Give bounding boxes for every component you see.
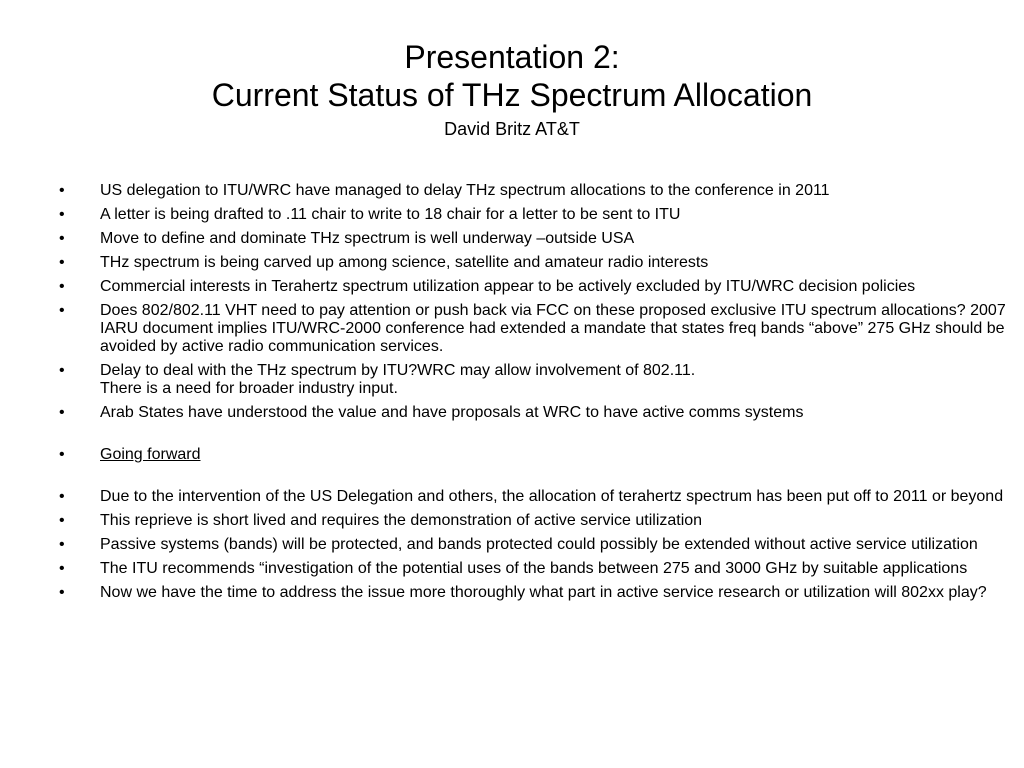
bullet-item-13 xyxy=(0,560,1024,578)
bullet-text: Now we have the time to address the issue more thoroughly what part in active service research or utilization will 802xx play? xyxy=(100,584,987,601)
bullet-item-6 xyxy=(0,302,1024,356)
bullet-item-12 xyxy=(0,536,1024,554)
bullet-text: The ITU recommends “investigation of the potential uses of the bands between 275 and 3000 GHz by suitable applications xyxy=(100,560,968,577)
bullet-dot: • xyxy=(59,230,65,247)
bullet-dot: • xyxy=(59,206,65,223)
bullet-dot: • xyxy=(59,536,65,553)
bullet-item-1 xyxy=(0,182,1024,200)
bullet-item-14 xyxy=(0,584,1024,602)
bullet-text: Move to define and dominate THz spectrum is well underway –outside USA xyxy=(100,230,635,247)
bullet-dot: • xyxy=(59,182,65,199)
bullet-dot: • xyxy=(59,560,65,577)
bullet-text: A letter is being drafted to .11 chair to write to 18 chair for a letter to be sent to ITU xyxy=(100,206,681,223)
bullet-dot: • xyxy=(59,362,65,379)
bullet-text: Passive systems (bands) will be protected, and bands protected could possibly be extended without active service utilization xyxy=(100,536,978,553)
bullet-list xyxy=(0,182,1024,602)
bullet-dot: • xyxy=(59,512,65,529)
bullet-item-4 xyxy=(0,254,1024,272)
bullet-item-8 xyxy=(0,404,1024,422)
bullet-item-5 xyxy=(0,278,1024,296)
bullet-text: This reprieve is short lived and requires the demonstration of active service utilization xyxy=(100,512,703,529)
bullet-dot: • xyxy=(59,488,65,505)
bullet-text: Due to the intervention of the US Delegation and others, the allocation of terahertz spectrum has been put off to 2011 or beyond xyxy=(100,488,1004,505)
bullet-item-going-forward xyxy=(0,446,1024,464)
slide-title-line1: Presentation 2: xyxy=(404,39,620,75)
bullet-dot: • xyxy=(59,446,65,463)
bullet-dot: • xyxy=(59,278,65,295)
bullet-text: THz spectrum is being carved up among science, satellite and amateur radio interests xyxy=(100,254,709,271)
bullet-item-10 xyxy=(0,488,1024,506)
bullet-text: Commercial interests in Terahertz spectrum utilization appear to be actively excluded by ITU/WRC decision policies xyxy=(100,278,916,295)
bullet-item-3 xyxy=(0,230,1024,248)
slide-subtitle-author: David Britz AT&T xyxy=(444,119,580,139)
slide-title-line2: Current Status of THz Spectrum Allocation xyxy=(211,77,813,113)
bullet-dot: • xyxy=(59,584,65,601)
bullet-text: Delay to deal with the THz spectrum by ITU?WRC may allow involvement of 802.11. There is a need for broader industry input. xyxy=(100,362,696,397)
bullet-dot: • xyxy=(59,404,65,421)
bullet-item-7 xyxy=(0,362,1024,398)
bullet-item-2 xyxy=(0,206,1024,224)
bullet-item-11 xyxy=(0,512,1024,530)
bullet-text: US delegation to ITU/WRC have managed to delay THz spectrum allocations to the conference in 2011 xyxy=(100,182,830,199)
section-heading-going-forward: Going forward xyxy=(100,446,201,463)
bullet-dot: • xyxy=(59,302,65,319)
bullet-dot: • xyxy=(59,254,65,271)
bullet-text: Arab States have understood the value and have proposals at WRC to have active comms systems xyxy=(100,404,804,421)
bullet-text: Does 802/802.11 VHT need to pay attention or push back via FCC on these proposed exclusive ITU spectrum allocations? 2007 IARU document implies ITU/WRC-2000 conference had extended a mandate that states freq bands “above” 275 GHz should be avoided by active radio communication services. xyxy=(100,302,1006,355)
title-block xyxy=(0,38,1024,141)
